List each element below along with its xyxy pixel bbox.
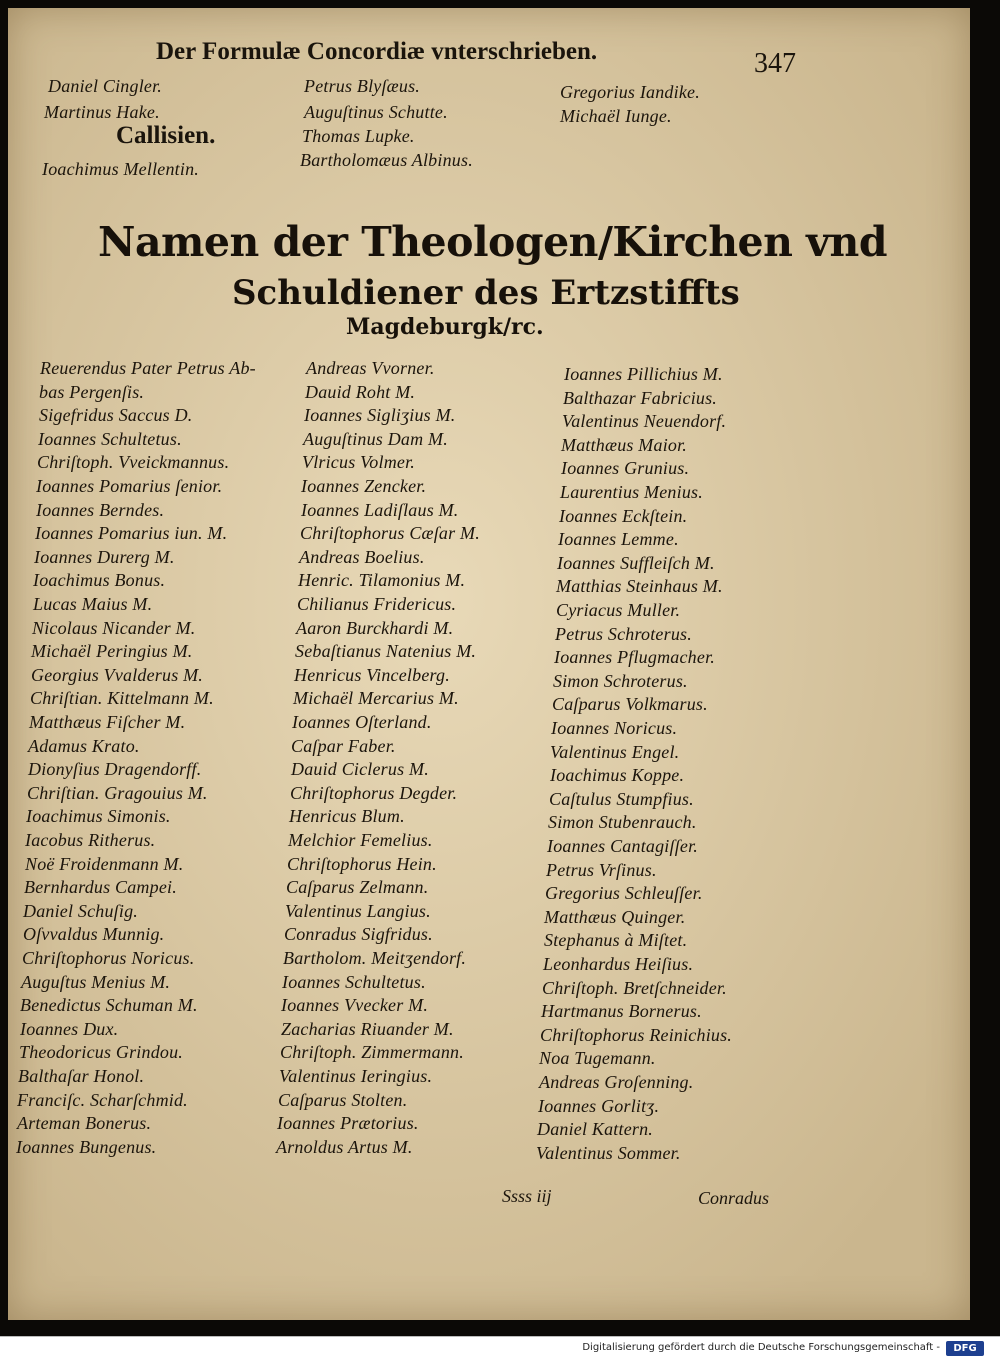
- name-entry: Hartmanus Bornerus.: [541, 1001, 702, 1021]
- name-entry: Daniel Schuſig.: [23, 901, 138, 921]
- name-entry: Sebaſtianus Natenius M.: [295, 641, 477, 661]
- name-entry: Valentinus Ieringius.: [279, 1066, 433, 1086]
- name-entry: Ioannes Prætorius.: [277, 1113, 419, 1133]
- name-entry: Aaron Burckhardi M.: [296, 618, 454, 638]
- name-entry: Caſpar Faber.: [291, 736, 396, 756]
- name-entry: Auguſtinus Dam M.: [303, 429, 448, 449]
- top-col1-item: Martinus Hake.: [44, 102, 160, 122]
- name-entry: Michaël Mercarius M.: [293, 688, 459, 708]
- name-entry: Melchior Femelius.: [288, 830, 433, 850]
- name-entry: Ioannes Schultetus.: [38, 429, 182, 449]
- top-col1-item: Ioachimus Mellentin.: [42, 159, 199, 179]
- name-entry: Simon Schroterus.: [553, 671, 688, 691]
- name-entry: Reuerendus Pater Petrus Ab-: [40, 358, 256, 378]
- name-entry: Ioachimus Bonus.: [33, 570, 166, 590]
- name-entry: Iacobus Ritherus.: [25, 830, 156, 850]
- name-entry: Vlricus Volmer.: [302, 452, 415, 472]
- name-entry: Ioannes Oſterland.: [292, 712, 432, 732]
- dfg-logo: DFG: [946, 1341, 984, 1356]
- name-entry: Ioannes Gorlitʒ.: [538, 1096, 660, 1116]
- name-entry: Chriſtophorus Noricus.: [22, 948, 195, 968]
- name-entry: Ioannes Schultetus.: [282, 972, 426, 992]
- name-entry: Arnoldus Artus M.: [276, 1137, 413, 1157]
- name-entry: Oſvvaldus Munnig.: [23, 924, 165, 944]
- name-entry: Ioannes Zencker.: [301, 476, 427, 496]
- page-number: 347: [754, 48, 796, 79]
- name-entry: Georgius Vvalderus M.: [31, 665, 204, 685]
- name-entry: Chriſtoph. Zimmermann.: [280, 1042, 464, 1062]
- name-entry: Valentinus Sommer.: [536, 1143, 681, 1163]
- name-entry: Valentinus Langius.: [285, 901, 431, 921]
- name-entry: Caſparus Stolten.: [278, 1090, 408, 1110]
- name-entry: Henric. Tilamonius M.: [298, 570, 466, 590]
- name-entry: Valentinus Neuendorf.: [562, 411, 727, 431]
- name-entry: Dauid Ciclerus M.: [291, 759, 429, 779]
- name-entry: bas Pergenſis.: [39, 382, 145, 402]
- footer-bar: [0, 1336, 1000, 1362]
- name-entry: Ioannes Vvecker M.: [281, 995, 429, 1015]
- top-col2-item: Thomas Lupke.: [302, 126, 415, 146]
- name-entry: Cyriacus Muller.: [556, 600, 681, 620]
- name-entry: Benedictus Schuman M.: [20, 995, 198, 1015]
- name-entry: Ioachimus Simonis.: [26, 806, 171, 826]
- name-entry: Ioannes Eckſtein.: [559, 506, 688, 526]
- name-entry: Bartholom. Meitʒendorf.: [283, 948, 467, 968]
- name-entry: Dionyſius Dragendorff.: [28, 759, 202, 779]
- name-entry: Leonhardus Heiſius.: [543, 954, 694, 974]
- name-entry: Gregorius Schleuſſer.: [545, 883, 703, 903]
- name-entry: Lucas Maius M.: [33, 594, 153, 614]
- section-heading-callisien: Callisien.: [116, 122, 216, 149]
- name-entry: Arteman Bonerus.: [17, 1113, 152, 1133]
- name-entry: Chilianus Fridericus.: [297, 594, 457, 614]
- top-col2-item: Petrus Blyſæus.: [304, 76, 420, 96]
- name-entry: Nicolaus Nicander M.: [32, 618, 196, 638]
- name-entry: Laurentius Menius.: [560, 482, 703, 502]
- name-entry: Matthæus Quinger.: [544, 907, 686, 927]
- name-entry: Chriſtophorus Hein.: [287, 854, 437, 874]
- name-entry: Ioannes Noricus.: [551, 718, 678, 738]
- name-entry: Noa Tugemann.: [539, 1048, 656, 1068]
- top-col2-item: Bartholomæus Albinus.: [300, 150, 473, 170]
- name-entry: Ioannes Berndes.: [36, 500, 165, 520]
- name-entry: Chriſtoph. Vveickmannus.: [37, 452, 230, 472]
- name-entry: Ioannes Sigliʒius M.: [304, 405, 456, 425]
- name-entry: Conradus Sigfridus.: [284, 924, 433, 944]
- name-entry: Ioannes Bungenus.: [16, 1137, 157, 1157]
- name-entry: Andreas Groſenning.: [539, 1072, 694, 1092]
- name-entry: Chriſtian. Gragouius M.: [27, 783, 208, 803]
- title-line-2: Schuldiener des Ertzstiffts: [232, 273, 740, 313]
- name-entry: Henricus Vincelberg.: [294, 665, 450, 685]
- name-entry: Ioannes Ladiſlaus M.: [301, 500, 459, 520]
- top-col3-item: Michaël Iunge.: [560, 106, 672, 126]
- name-entry: Balthaſar Honol.: [18, 1066, 145, 1086]
- name-entry: Ioannes Pomarius ſenior.: [36, 476, 223, 496]
- signature-mark: Ssss iij: [502, 1186, 552, 1206]
- name-entry: Ioannes Suffleiſch M.: [557, 553, 715, 573]
- name-entry: Matthæus Fiſcher M.: [29, 712, 186, 732]
- name-entry: Chriſtoph. Bretſchneider.: [542, 978, 727, 998]
- name-entry: Chriſtian. Kittelmann M.: [30, 688, 214, 708]
- top-col1-item: Daniel Cingler.: [48, 76, 162, 96]
- name-entry: Ioannes Dux.: [20, 1019, 119, 1039]
- name-entry: Petrus Vrſinus.: [546, 860, 657, 880]
- name-entry: Theodoricus Grindou.: [19, 1042, 184, 1062]
- scanned-page: [8, 8, 970, 1320]
- name-entry: Ioannes Pillichius M.: [564, 364, 723, 384]
- running-head: Der Formulæ Concordiæ vnterschrieben.: [156, 38, 598, 65]
- catchword: Conradus: [698, 1188, 770, 1208]
- name-entry: Noë Froidenmann M.: [25, 854, 184, 874]
- name-entry: Auguſtus Menius M.: [21, 972, 171, 992]
- name-entry: Andreas Vvorner.: [306, 358, 435, 378]
- top-col3-item: Gregorius Iandike.: [560, 82, 700, 102]
- name-entry: Bernhardus Campei.: [24, 877, 177, 897]
- name-entry: Michaël Peringius M.: [31, 641, 193, 661]
- name-entry: Henricus Blum.: [289, 806, 405, 826]
- name-entry: Balthazar Fabricius.: [563, 388, 718, 408]
- name-entry: Zacharias Riuander M.: [281, 1019, 454, 1039]
- title-line-1: Namen der Theologen/Kirchen vnd: [98, 218, 887, 266]
- name-entry: Matthæus Maior.: [561, 435, 688, 455]
- name-entry: Chriſtophorus Reinichius.: [540, 1025, 733, 1045]
- name-entry: Chriſtophorus Cæſar M.: [300, 523, 480, 543]
- name-entry: Chriſtophorus Degder.: [290, 783, 458, 803]
- funding-notice: Digitalisierung gefördert durch die Deutsche Forschungsgemeinschaft -: [582, 1342, 940, 1353]
- name-entry: Ioannes Cantagiſſer.: [547, 836, 698, 856]
- title-line-3: Magdeburgk/rc.: [346, 314, 544, 340]
- name-entry: Daniel Kattern.: [537, 1119, 653, 1139]
- name-entry: Ioachimus Koppe.: [550, 765, 685, 785]
- name-entry: Caſparus Zelmann.: [286, 877, 429, 897]
- name-entry: Ioannes Pomarius iun. M.: [35, 523, 228, 543]
- name-entry: Caſtulus Stumpfius.: [549, 789, 694, 809]
- name-entry: Stephanus à Miſtet.: [544, 930, 688, 950]
- name-entry: Andreas Boelius.: [299, 547, 425, 567]
- name-entry: Matthias Steinhaus M.: [556, 576, 723, 596]
- name-entry: Ioannes Grunius.: [561, 458, 690, 478]
- name-entry: Caſparus Volkmarus.: [552, 694, 708, 714]
- name-entry: Ioannes Pflugmacher.: [554, 647, 715, 667]
- name-entry: Dauid Roht M.: [305, 382, 416, 402]
- name-entry: Ioannes Durerg M.: [34, 547, 175, 567]
- name-entry: Valentinus Engel.: [550, 742, 680, 762]
- name-entry: Sigefridus Saccus D.: [39, 405, 193, 425]
- name-entry: Franciſc. Scharſchmid.: [17, 1090, 188, 1110]
- name-entry: Adamus Krato.: [28, 736, 140, 756]
- name-entry: Petrus Schroterus.: [555, 624, 692, 644]
- name-entry: Simon Stubenrauch.: [548, 812, 697, 832]
- name-entry: Ioannes Lemme.: [558, 529, 679, 549]
- top-col2-item: Auguſtinus Schutte.: [304, 102, 448, 122]
